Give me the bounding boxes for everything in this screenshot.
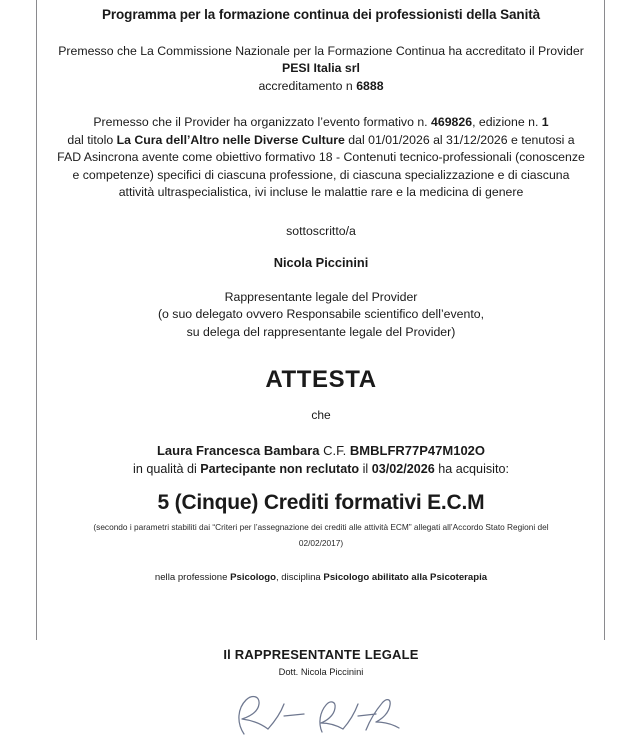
qualifica-prefix: in qualità di	[133, 462, 197, 477]
profession-prefix: nella professione	[154, 571, 228, 583]
signer-role-line-3: su delega del rappresentante legale del Provider)	[186, 325, 456, 340]
signer-name: Nicola Piccinini	[273, 254, 369, 270]
recipient-name: Laura Francesca Bambara	[156, 442, 320, 458]
accreditation-intro: Premesso che La Commissione Nazionale per la Formazione Continua ha accreditato il Provider	[58, 43, 584, 58]
event-line-1-prefix: Premesso che il Provider ha organizzato l’evento formativo n.	[93, 115, 428, 130]
signer-role-block	[51, 289, 591, 342]
credits-note	[51, 520, 591, 552]
sottoscritto-label: sottoscritto/a	[286, 223, 356, 238]
accreditation-number-line	[51, 78, 591, 95]
signature-area	[51, 690, 591, 736]
qualifica-line	[51, 460, 591, 479]
event-line-2-prefix: dal titolo	[67, 132, 114, 147]
legal-representative-title: Il RAPPRESENTANTE LEGALE	[223, 647, 419, 663]
event-line-2	[51, 132, 591, 149]
provider-name: PESI Italia srl	[282, 61, 360, 76]
edition-number: 1	[541, 115, 549, 130]
cf-value: BMBLFR77P47M102O	[349, 442, 486, 458]
che-label: che	[311, 407, 331, 422]
certificate-body	[37, 0, 605, 678]
page-title: Programma per la formazione continua dei professionisti della Sanità	[101, 7, 541, 22]
profession-value: Psicologo	[230, 571, 276, 583]
accreditation-block	[51, 43, 591, 95]
profession-line	[51, 571, 591, 585]
event-line-3: FAD Asincrona avente come obiettivo formativo 18 - Contenuti tecnico-professionali (conoscenze	[57, 150, 585, 165]
handwritten-signature-icon	[226, 690, 416, 736]
event-dates: dal 01/01/2026 al 31/12/2026 e tenutosi a	[348, 132, 575, 147]
credits-value: 5 (Cinque) Crediti formativi E.C.M	[157, 491, 485, 515]
credits-note-line-2: 02/02/2017)	[298, 538, 344, 549]
signer-role-line-2: (o suo delegato ovvero Responsabile scientifico dell’evento,	[157, 307, 485, 322]
event-line-1-middle: , edizione n.	[472, 115, 539, 130]
qualifica-date: 03/02/2026	[371, 462, 435, 477]
accreditation-label: accreditamento n	[258, 78, 353, 93]
qualifica-date-prefix: il	[362, 462, 369, 477]
attesta-heading: ATTESTA	[265, 365, 377, 393]
qualifica-suffix: ha acquisito:	[438, 462, 509, 477]
credits-note-line-1: (secondo i parametri stabiliti dai “Criteri per l’assegnazione dei crediti alle attività ECM” allegati all’Accordo Stato Regioni del	[93, 522, 549, 533]
recipient-identity-line	[51, 441, 591, 461]
event-block	[51, 114, 591, 201]
event-line-1	[51, 114, 591, 131]
event-line-4: e competenze) specifici di ciascuna professione, di ciascuna specializzazione e di ciascuna	[72, 167, 570, 182]
event-line-5: attività ultraspecialistica, ivi incluse le malattie rare e la medicina di genere	[118, 185, 524, 200]
discipline-value: Psicologo abilitato alla Psicoterapia	[323, 571, 488, 583]
event-number: 469826	[431, 115, 473, 130]
cf-label: C.F.	[323, 442, 347, 458]
profession-middle: , disciplina	[275, 571, 321, 583]
accreditation-number: 6888	[356, 78, 384, 93]
qualifica-value: Partecipante non reclutato	[200, 462, 360, 477]
event-title: La Cura dell’Altro nelle Diverse Culture	[116, 132, 345, 147]
recipient-block	[51, 441, 591, 479]
legal-representative-name: Dott. Nicola Piccinini	[278, 667, 364, 678]
signer-role-line-1: Rappresentante legale del Provider	[224, 289, 418, 304]
